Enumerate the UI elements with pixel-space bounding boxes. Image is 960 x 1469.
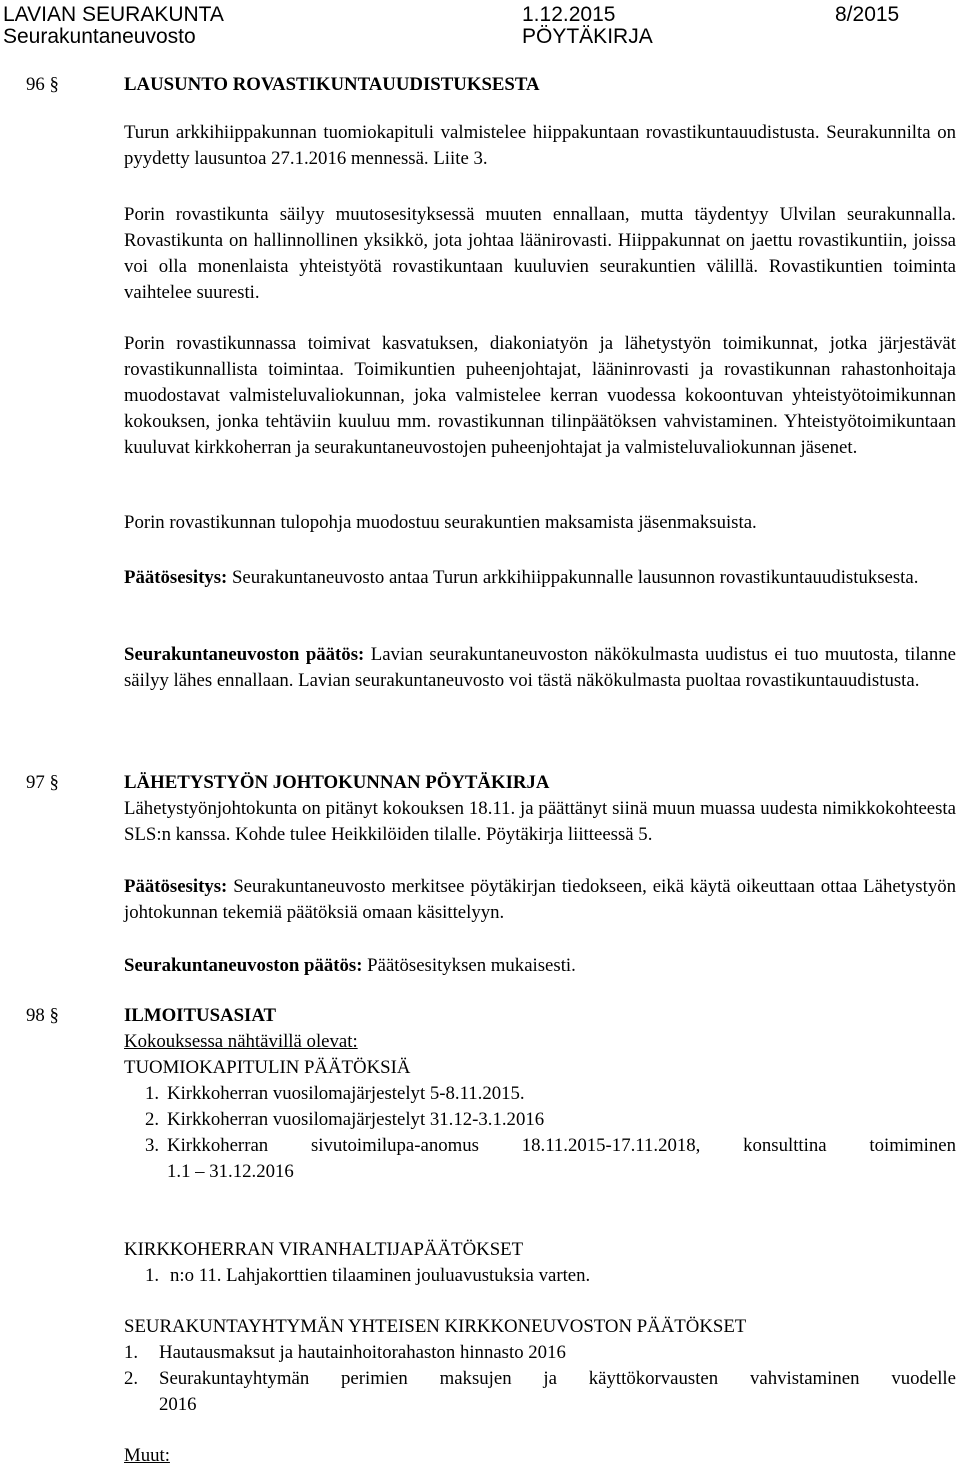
decision-text: Päätösesityksen mukaisesti. xyxy=(362,955,576,976)
list-item: Kirkkoherran sivutoimilupa-anomus 18.11.2015-17.11.2018, konsulttina toimiminen xyxy=(167,1135,956,1156)
section-96-paragraph-4: Porin rovastikunnan tulopohja muodostuu seurakuntien maksamista jäsenmaksuista. xyxy=(124,512,757,533)
list-item-continuation: 2016 xyxy=(159,1394,197,1415)
list-item: Kirkkoherran vuosilomajärjestelyt 31.12-3.1.2016 xyxy=(167,1109,545,1130)
decision-label: Seurakuntaneuvoston päätös: xyxy=(124,644,365,665)
section-96-title: LAUSUNTO ROVASTIKUNTAUUDISTUKSESTA xyxy=(124,74,540,95)
proposal-text: Seurakuntaneuvosto merkitsee pöytäkirjan tiedokseen, eikä käytä oikeuttaan ottaa Lähetystyön johtokunnan tekemiä päätöksiä omaan käsittelyyn. xyxy=(124,876,956,923)
section-96-proposal xyxy=(124,565,956,591)
list-item-number: 2. xyxy=(124,1368,139,1389)
list-item-number: 3. xyxy=(145,1135,160,1156)
list-item-number: 2. xyxy=(145,1109,160,1130)
proposal-label: Päätösesitys: xyxy=(124,567,228,588)
group-1-title: TUOMIOKAPITULIN PÄÄTÖKSIÄ xyxy=(124,1057,411,1078)
section-96-paragraph-3: Porin rovastikunnassa toimivat kasvatuksen, diakoniatyön ja lähetystyön toimikunnat, jotka järjestävät rovastikunnallista toimintaa. Toimikuntien puheenjohtajat, lääninrovasti ja rovastikunnan rahastonhoitaja muodostavat valmisteluvaliokunnan, joka valmistelee kerran vuodessa kokoontuvan yhteistyötoimikunnan kokouksen, jonka tehtäviin kuuluu mm. rovastikunnan tilinpäätöksen vahvistaminen. Yhteistyötoimikuntaan kuuluvat kirkkoherran ja seurakuntaneuvostojen puheenjohtajat ja valmisteluvaliokunnan jäsenet. xyxy=(124,333,956,458)
header-page: 8/2015 xyxy=(835,3,900,26)
section-97-paragraph-1: Lähetystyönjohtokunta on pitänyt kokouksen 18.11. ja päättänyt siinä muun muassa uudesta nimikkokohteesta SLS:n kanssa. Kohde tulee Heikkilöiden tilalle. Pöytäkirja liitteessä 5. xyxy=(124,798,956,845)
list-item: Hautausmaksut ja hautainhoitorahaston hinnasto 2016 xyxy=(159,1342,566,1363)
section-96-paragraph-1: Turun arkkihiippakunnan tuomiokapituli valmistelee hiippakuntaan rovastikuntauudistusta. Seurakunnilta on pyydetty lausuntoa 27.1.2016 mennessä. Liite 3. xyxy=(124,122,956,169)
list-item: n:o 11. Lahjakorttien tilaaminen jouluavustuksia varten. xyxy=(170,1265,591,1286)
group-3-title: SEURAKUNTAYHTYMÄN YHTEISEN KIRKKONEUVOSTON PÄÄTÖKSET xyxy=(124,1316,747,1337)
section-98-number: 98 § xyxy=(26,1005,59,1026)
decision-text: Lavian seurakuntaneuvoston näkökulmasta uudistus ei tuo muutosta, tilanne säilyy lähes ennallaan. Lavian seurakuntaneuvosto voi tästä näkökulmasta puoltaa rovastikuntauudistusta. xyxy=(124,644,956,691)
section-97-title: LÄHETYSTYÖN JOHTOKUNNAN PÖYTÄKIRJA xyxy=(124,772,550,793)
group-2-title: KIRKKOHERRAN VIRANHALTIJAPÄÄTÖKSET xyxy=(124,1239,524,1260)
list-item-number: 1. xyxy=(145,1083,160,1104)
section-96-number: 96 § xyxy=(26,74,59,95)
header-org: LAVIAN SEURAKUNTA xyxy=(3,3,224,26)
decision-label: Seurakuntaneuvoston päätös: xyxy=(124,955,363,976)
header-doc-type: PÖYTÄKIRJA xyxy=(522,25,653,48)
section-97-decision xyxy=(124,953,956,979)
section-97-number: 97 § xyxy=(26,772,59,793)
section-98-subheading: Kokouksessa nähtävillä olevat: xyxy=(124,1031,358,1052)
proposal-label: Päätösesitys: xyxy=(124,876,228,897)
header-body-name: Seurakuntaneuvosto xyxy=(3,25,196,48)
section-96-decision xyxy=(124,642,956,694)
header-date: 1.12.2015 xyxy=(522,3,616,26)
section-96-paragraph-2: Porin rovastikunta säilyy muutosesityksessä muuten ennallaan, mutta täydentyy Ulvilan seurakunnalla. Rovastikunta on hallinnollinen yksikkö, jota johtaa läänirovasti. Hiippakunnat on jaettu rovastikuntiin, joissa voi olla monenlaista yhteistyötä rovastikuntaan kuuluvien seurakuntien välillä. Rovastikuntien toiminta vaihtelee suuresti. xyxy=(124,204,956,303)
list-item-continuation: 1.1 – 31.12.2016 xyxy=(167,1161,294,1182)
section-97-proposal xyxy=(124,874,956,926)
list-item: Seurakuntayhtymän perimien maksujen ja käyttökorvausten vahvistaminen vuodelle xyxy=(159,1368,956,1389)
list-item: Kirkkoherran vuosilomajärjestelyt 5-8.11.2015. xyxy=(167,1083,525,1104)
list-item-number: 1. xyxy=(124,1342,139,1363)
muut-heading: Muut: xyxy=(124,1445,170,1466)
section-98-title: ILMOITUSASIAT xyxy=(124,1005,277,1026)
list-item-number: 1. xyxy=(145,1265,160,1286)
proposal-text: Seurakuntaneuvosto antaa Turun arkkihiippakunnalle lausunnon rovastikuntauudistuksesta. xyxy=(227,567,919,588)
